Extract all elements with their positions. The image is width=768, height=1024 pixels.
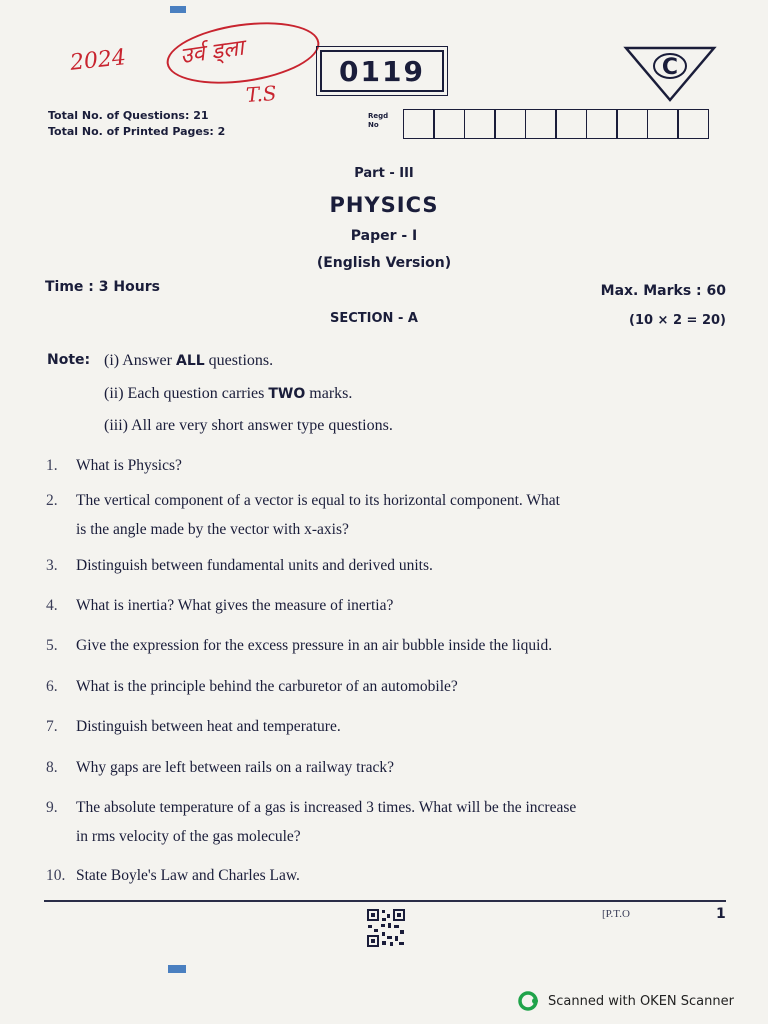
scan-mark-top [170, 6, 186, 13]
note-item-1: (i) Answer ALL questions. [104, 352, 274, 369]
time-label: Time : 3 Hours [45, 279, 160, 295]
total-questions: Total No. of Questions: 21 [48, 109, 209, 122]
question-6: 6. What is the principle behind the carburetor of an automobile? [46, 678, 458, 695]
regd-box [586, 109, 618, 139]
question-10: 10. State Boyle's Law and Charles Law. [46, 867, 300, 884]
question-8: 8. Why gaps are left between rails on a railway track? [46, 759, 395, 776]
question-4: 4. What is inertia? What gives the measure of inertia? [46, 597, 394, 614]
scanner-logo-icon [518, 991, 540, 1011]
page-number: 1 [716, 906, 726, 922]
handwritten-annotation [68, 20, 328, 110]
total-pages: Total No. of Printed Pages: 2 [48, 125, 226, 138]
question-9: 9. The absolute temperature of a gas is increased 3 times. What will be the increase in rms velocity of the gas molecule? [46, 799, 577, 845]
regd-box [403, 109, 435, 139]
question-2: 2. The vertical component of a vector is equal to its horizontal component. What is the angle made by the vector with x-axis? [46, 492, 560, 538]
footer-divider [44, 900, 726, 902]
note-label: Note: [47, 352, 91, 368]
part-label: Part - III [354, 166, 414, 181]
section-title: SECTION - A [330, 311, 418, 326]
scanner-watermark [518, 991, 734, 1011]
section-marks: (10 × 2 = 20) [629, 313, 726, 328]
paper-code-box: 0119 [320, 50, 444, 92]
regd-box [647, 109, 679, 139]
handwritten-year: 2024 [68, 45, 128, 76]
regd-box [464, 109, 496, 139]
regd-box [616, 109, 648, 139]
regd-number-boxes [404, 109, 709, 139]
question-7: 7. Distinguish between heat and temperature. [46, 718, 341, 735]
note-item-3: (iii) All are very short answer type questions. [104, 417, 393, 434]
scan-mark-bottom [168, 965, 186, 973]
note-item-2: (ii) Each question carries TWO marks. [104, 385, 353, 402]
question-5: 5. Give the expression for the excess pressure in an air bubble inside the liquid. [46, 637, 553, 654]
scanner-text: Scanned with OKEN Scanner [548, 993, 734, 1009]
qr-code-icon [366, 908, 406, 948]
version-letter: C [661, 55, 679, 80]
meta-info [48, 108, 225, 140]
version-triangle [622, 44, 718, 104]
regd-box [494, 109, 526, 139]
question-3: 3. Distinguish between fundamental units and derived units. [46, 557, 433, 574]
regd-box [433, 109, 465, 139]
subject-title: PHYSICS [329, 193, 439, 217]
paper-label: Paper - I [350, 228, 418, 244]
regd-box [677, 109, 709, 139]
handwritten-initials: T.S [245, 80, 278, 108]
regd-label: Regd No [368, 112, 389, 129]
regd-box [555, 109, 587, 139]
max-marks: Max. Marks : 60 [600, 283, 726, 299]
regd-box [525, 109, 557, 139]
pto-label: [P.T.O [602, 908, 630, 920]
handwritten-note: उर्व ड्ला [178, 35, 246, 70]
question-1: 1. What is Physics? [46, 457, 182, 474]
version-label: (English Version) [316, 255, 452, 271]
